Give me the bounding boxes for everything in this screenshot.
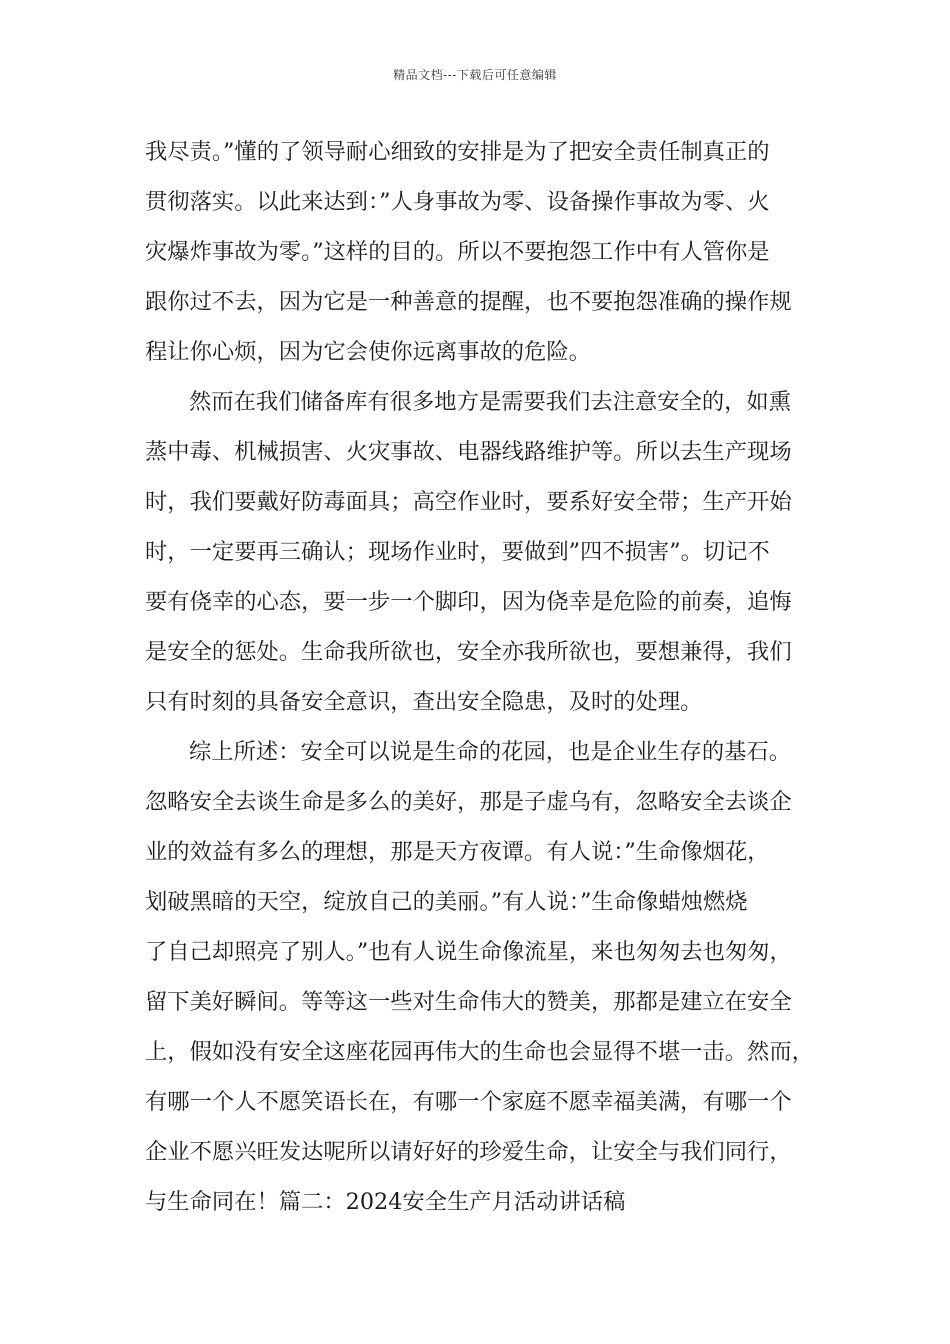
text-line: 与生命同在！篇二：2024安全生产月活动讲话稿	[145, 1189, 626, 1215]
paragraph	[145, 132, 821, 382]
text-line: 灾爆炸事故为零。”这样的目的。所以不要抱怨工作中有人管你是	[145, 239, 770, 265]
text-line: 要有侥幸的心态，要一步一个脚印，因为侥幸是危险的前奏，追悔	[145, 589, 792, 615]
text-line: 综上所述：安全可以说是生命的花园，也是企业生存的基石。	[189, 739, 792, 765]
text-line: 了自己却照亮了别人。”也有人说生命像流星，来也匆匆去也匆匆，	[145, 939, 792, 965]
text-line: 留下美好瞬间。等等这一些对生命伟大的赞美，那都是建立在安全	[145, 989, 792, 1015]
text-line: 贯彻落实。以此来达到：”人身事故为零、设备操作事故为零、火	[145, 189, 770, 215]
text-line: 是安全的惩处。生命我所欲也，安全亦我所欲也，要想兼得，我们	[145, 639, 792, 665]
text-line: 上，假如没有安全这座花园再伟大的生命也会显得不堪一击。然而，	[145, 1039, 814, 1065]
text-line: 忽略安全去谈生命是多么的美好，那是子虚乌有，忽略安全去谈企	[145, 789, 792, 815]
text-line: 跟你过不去，因为它是一种善意的提醒，也不要抱怨准确的操作规	[145, 289, 792, 315]
text-line: 企业不愿兴旺发达呢所以请好好的珍爱生命，让安全与我们同行，	[145, 1139, 792, 1165]
text-line: 我尽责。”懂的了领导耐心细致的安排是为了把安全责任制真正的	[145, 139, 770, 165]
text-line: 时，一定要再三确认；现场作业时，要做到”四不损害”。切记不	[145, 539, 770, 565]
text-line: 有哪一个人不愿笑语长在，有哪一个家庭不愿幸福美满，有哪一个	[145, 1089, 792, 1115]
text-line: 程让你心烦，因为它会使你远离事故的危险。	[145, 339, 591, 365]
text-line: 蒸中毒、机械损害、火灾事故、电器线路维护等。所以去生产现场	[145, 439, 792, 465]
paragraph	[145, 732, 821, 1232]
document-body	[145, 132, 821, 1232]
page-header: 精品文档---下载后可任意编辑	[393, 68, 557, 82]
text-line: 业的效益有多么的理想，那是天方夜谭。有人说：”生命像烟花，	[145, 839, 770, 865]
text-line: 划破黑暗的天空，绽放自己的美丽。”有人说：”生命像蜡烛燃烧	[145, 889, 748, 915]
paragraph	[145, 382, 821, 732]
text-line: 然而在我们储备库有很多地方是需要我们去注意安全的，如熏	[189, 389, 792, 415]
text-line: 时，我们要戴好防毒面具；高空作业时，要系好安全带；生产开始	[145, 489, 792, 515]
text-line: 只有时刻的具备安全意识，查出安全隐患，及时的处理。	[145, 689, 703, 715]
